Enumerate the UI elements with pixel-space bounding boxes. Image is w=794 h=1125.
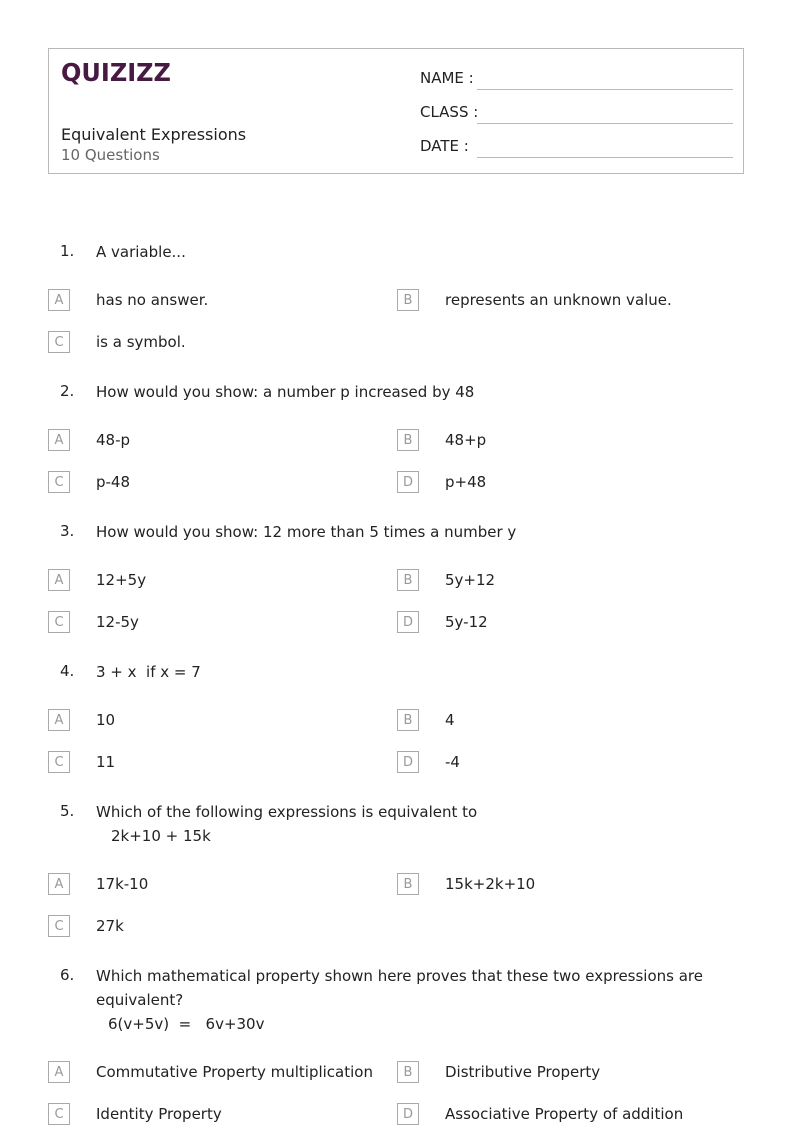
option-letter-box: B bbox=[397, 873, 419, 895]
option-letter-box: A bbox=[48, 289, 70, 311]
option-letter-box: B bbox=[397, 1061, 419, 1083]
question-text bbox=[96, 800, 716, 848]
question-prompt: Which mathematical property shown here proves that these two expressions are equivalent? bbox=[96, 967, 703, 1009]
question-expression: 2k+10 + 15k bbox=[111, 827, 211, 845]
option-letter-box: D bbox=[397, 611, 419, 633]
name-label: NAME : bbox=[420, 69, 474, 87]
option-text: 48-p bbox=[96, 431, 131, 449]
date-label: DATE : bbox=[420, 137, 469, 155]
option-letter-box: B bbox=[397, 429, 419, 451]
option-letter-box: C bbox=[48, 611, 70, 633]
option-text: 5y-12 bbox=[445, 613, 488, 631]
class-line bbox=[477, 123, 733, 124]
option-letter-box: C bbox=[48, 471, 70, 493]
class-label: CLASS : bbox=[420, 103, 479, 121]
option-text: -4 bbox=[445, 753, 460, 771]
question-text: How would you show: 12 more than 5 times a number y bbox=[96, 523, 517, 541]
option-text: 48+p bbox=[445, 431, 487, 449]
option-letter-box: B bbox=[397, 569, 419, 591]
option-text: has no answer. bbox=[96, 291, 209, 309]
question-number: 6. bbox=[60, 966, 75, 984]
option-text: 12+5y bbox=[96, 571, 147, 589]
question-count: 10 Questions bbox=[61, 146, 160, 164]
option-text: 27k bbox=[96, 917, 124, 935]
option-text: 15k+2k+10 bbox=[445, 875, 536, 893]
option-letter-box: C bbox=[48, 331, 70, 353]
worksheet-header bbox=[48, 48, 744, 174]
question-text bbox=[96, 964, 706, 1036]
option-text: Distributive Property bbox=[445, 1063, 601, 1081]
option-letter-box: C bbox=[48, 751, 70, 773]
option-letter-box: B bbox=[397, 709, 419, 731]
option-letter-box: A bbox=[48, 429, 70, 451]
option-letter-box: A bbox=[48, 1061, 70, 1083]
option-letter-box: C bbox=[48, 1103, 70, 1125]
quizizz-logo: QUIZIZZ bbox=[61, 58, 171, 88]
question-number: 2. bbox=[60, 382, 75, 400]
worksheet-title: Equivalent Expressions bbox=[61, 125, 247, 144]
option-letter-box: B bbox=[397, 289, 419, 311]
option-text: 11 bbox=[96, 753, 116, 771]
question-expression: 6(v+5v) = 6v+30v bbox=[108, 1015, 265, 1033]
option-text: 4 bbox=[445, 711, 455, 729]
question-text: 3 + x if x = 7 bbox=[96, 663, 201, 681]
question-number: 5. bbox=[60, 802, 75, 820]
option-letter-box: D bbox=[397, 471, 419, 493]
option-text: 10 bbox=[96, 711, 116, 729]
date-line bbox=[477, 157, 733, 158]
question-number: 1. bbox=[60, 242, 75, 260]
option-letter-box: D bbox=[397, 751, 419, 773]
name-line bbox=[477, 89, 733, 90]
option-text: is a symbol. bbox=[96, 333, 186, 351]
question-prompt: Which of the following expressions is equivalent to bbox=[96, 803, 478, 821]
question-text: A variable... bbox=[96, 243, 186, 261]
option-text: p-48 bbox=[96, 473, 131, 491]
option-text: Commutative Property multiplication bbox=[96, 1063, 373, 1081]
question-number: 3. bbox=[60, 522, 75, 540]
option-letter-box: D bbox=[397, 1103, 419, 1125]
question-number: 4. bbox=[60, 662, 75, 680]
option-letter-box: A bbox=[48, 709, 70, 731]
option-text: represents an unknown value. bbox=[445, 291, 672, 309]
question-text: How would you show: a number p increased by 48 bbox=[96, 383, 475, 401]
option-text: p+48 bbox=[445, 473, 487, 491]
option-text: Associative Property of addition bbox=[445, 1105, 684, 1123]
option-text: 17k-10 bbox=[96, 875, 149, 893]
option-letter-box: C bbox=[48, 915, 70, 937]
option-letter-box: A bbox=[48, 873, 70, 895]
option-text: Identity Property bbox=[96, 1105, 222, 1123]
option-letter-box: A bbox=[48, 569, 70, 591]
option-text: 12-5y bbox=[96, 613, 139, 631]
option-text: 5y+12 bbox=[445, 571, 496, 589]
